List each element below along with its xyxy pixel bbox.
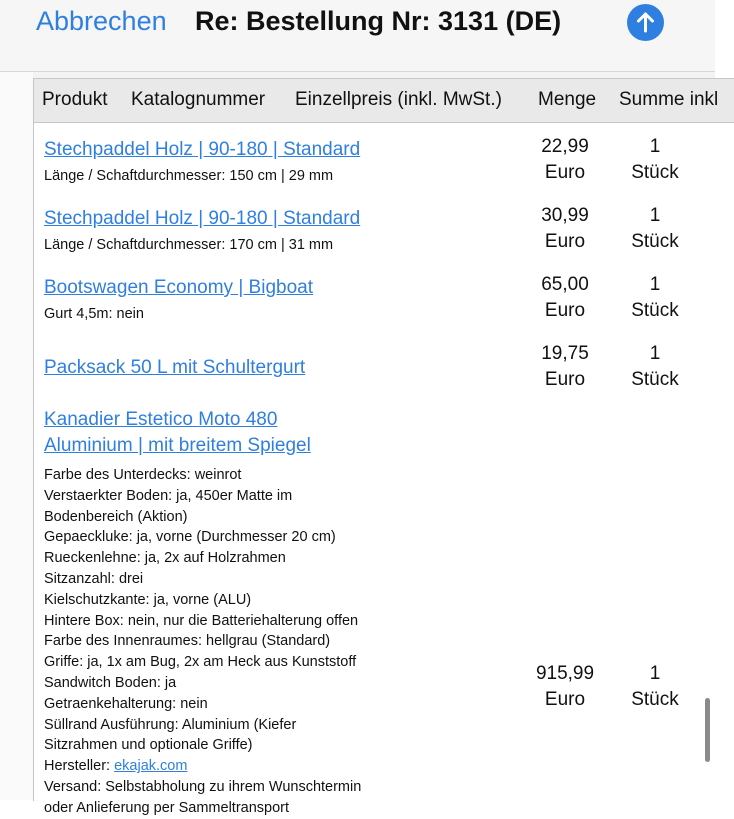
option-line: Rueckenlehne: ja, 2x auf Holzrahmen: [44, 550, 286, 567]
qty-value: 1: [649, 274, 661, 295]
qty-unit: Stück: [631, 231, 679, 252]
product-detail: Gurt 4,5m: nein: [44, 306, 144, 322]
price-currency: Euro: [544, 231, 586, 252]
price-value: 30,99: [541, 205, 589, 226]
option-line: Bodenbereich (Aktion): [44, 508, 188, 525]
quantity: [605, 341, 705, 393]
qty-unit: Stück: [631, 162, 679, 183]
price-value: 19,75: [541, 343, 589, 364]
shipping-line: Versand: Selbstabholung zu ihrem Wunschtermin: [44, 778, 362, 795]
arrow-up-icon: [627, 4, 664, 41]
qty-unit: Stück: [631, 369, 679, 390]
unit-price: [515, 203, 615, 255]
column-header-katalognummer: Katalognummer: [131, 89, 266, 110]
send-button[interactable]: [627, 4, 664, 41]
unit-price: [515, 134, 615, 186]
option-line: Farbe des Unterdecks: weinrot: [44, 467, 242, 483]
product-detail: Länge / Schaftdurchmesser: 150 cm | 29 mm: [44, 168, 334, 184]
option-line: Sitzrahmen und optionale Griffe): [44, 737, 253, 754]
quantity: [605, 134, 705, 186]
option-line: Farbe des Innenraumes: hellgrau (Standard): [44, 633, 331, 650]
column-header-produkt: Produkt: [42, 89, 108, 110]
column-header-summe: Summe inkl: [619, 89, 719, 110]
product-detail: Länge / Schaftdurchmesser: 170 cm | 31 mm: [44, 237, 334, 253]
manufacturer-line: [44, 756, 361, 777]
price-currency: Euro: [544, 162, 586, 183]
quantity: [605, 272, 705, 324]
product-link[interactable]: Stechpaddel Holz | 90-180 | Standard: [44, 208, 361, 229]
quantity: [605, 203, 705, 255]
cancel-button[interactable]: Abbrechen: [36, 6, 167, 36]
manufacturer-label: Hersteller:: [44, 758, 111, 775]
price-currency: Euro: [544, 300, 586, 321]
price-value: 915,99: [535, 663, 595, 684]
product-link[interactable]: Stechpaddel Holz | 90-180 | Standard: [44, 139, 361, 160]
shipping-line-cont: oder Anlieferung per Sammeltransport: [44, 799, 290, 816]
product-link[interactable]: Packsack 50 L mit Schultergurt: [44, 357, 306, 378]
quote-gutter: [0, 72, 33, 800]
message-body[interactable]: [0, 72, 719, 816]
vertical-scrollbar[interactable]: [705, 698, 710, 762]
price-currency: Euro: [544, 689, 586, 710]
qty-unit: Stück: [631, 300, 679, 321]
option-line: Gepaeckluke: ja, vorne (Durchmesser 20 cm): [44, 529, 336, 546]
option-line: Sandwitch Boden: ja: [44, 674, 177, 691]
qty-unit: Stück: [631, 689, 679, 710]
table-header: [34, 79, 734, 123]
price-value: 65,00: [541, 274, 589, 295]
option-line: Kielschutzkante: ja, vorne (ALU): [44, 591, 252, 608]
column-header-menge: Menge: [538, 89, 597, 110]
product-link[interactable]: Bootswagen Economy | Bigboat: [44, 277, 313, 298]
option-line: Verstaerkter Boden: ja, 450er Matte im: [44, 487, 293, 504]
product-link-line2[interactable]: Aluminium | mit breitem Spiegel: [44, 435, 311, 456]
qty-value: 1: [649, 343, 661, 364]
quantity: [605, 661, 705, 713]
unit-price: [515, 341, 615, 393]
option-line: Getraenkehalterung: nein: [44, 695, 208, 712]
option-line: Griffe: ja, 1x am Bug, 2x am Heck aus Kunststoff: [44, 654, 357, 671]
manufacturer-link[interactable]: ekajak.com: [114, 758, 188, 775]
qty-value: 1: [649, 663, 661, 684]
option-line: Sitzanzahl: drei: [44, 570, 144, 587]
unit-price: [515, 272, 615, 324]
compose-header: [0, 0, 715, 72]
option-line: Süllrand Ausführung: Aluminium (Kiefer: [44, 716, 297, 733]
qty-value: 1: [649, 136, 661, 157]
unit-price: [515, 661, 615, 713]
price-currency: Euro: [544, 369, 586, 390]
qty-value: 1: [649, 205, 661, 226]
option-line: Hintere Box: nein, nur die Batteriehalterung offen: [44, 612, 359, 629]
column-header-einzelpreis: Einzellpreis (inkl. MwSt.): [295, 89, 502, 110]
price-value: 22,99: [541, 136, 589, 157]
order-table: [33, 78, 734, 816]
email-subject: Re: Bestellung Nr: 3131 (DE): [195, 6, 562, 36]
product-link-line1[interactable]: Kanadier Estetico Moto 480: [44, 409, 278, 430]
product-options: [44, 465, 361, 819]
